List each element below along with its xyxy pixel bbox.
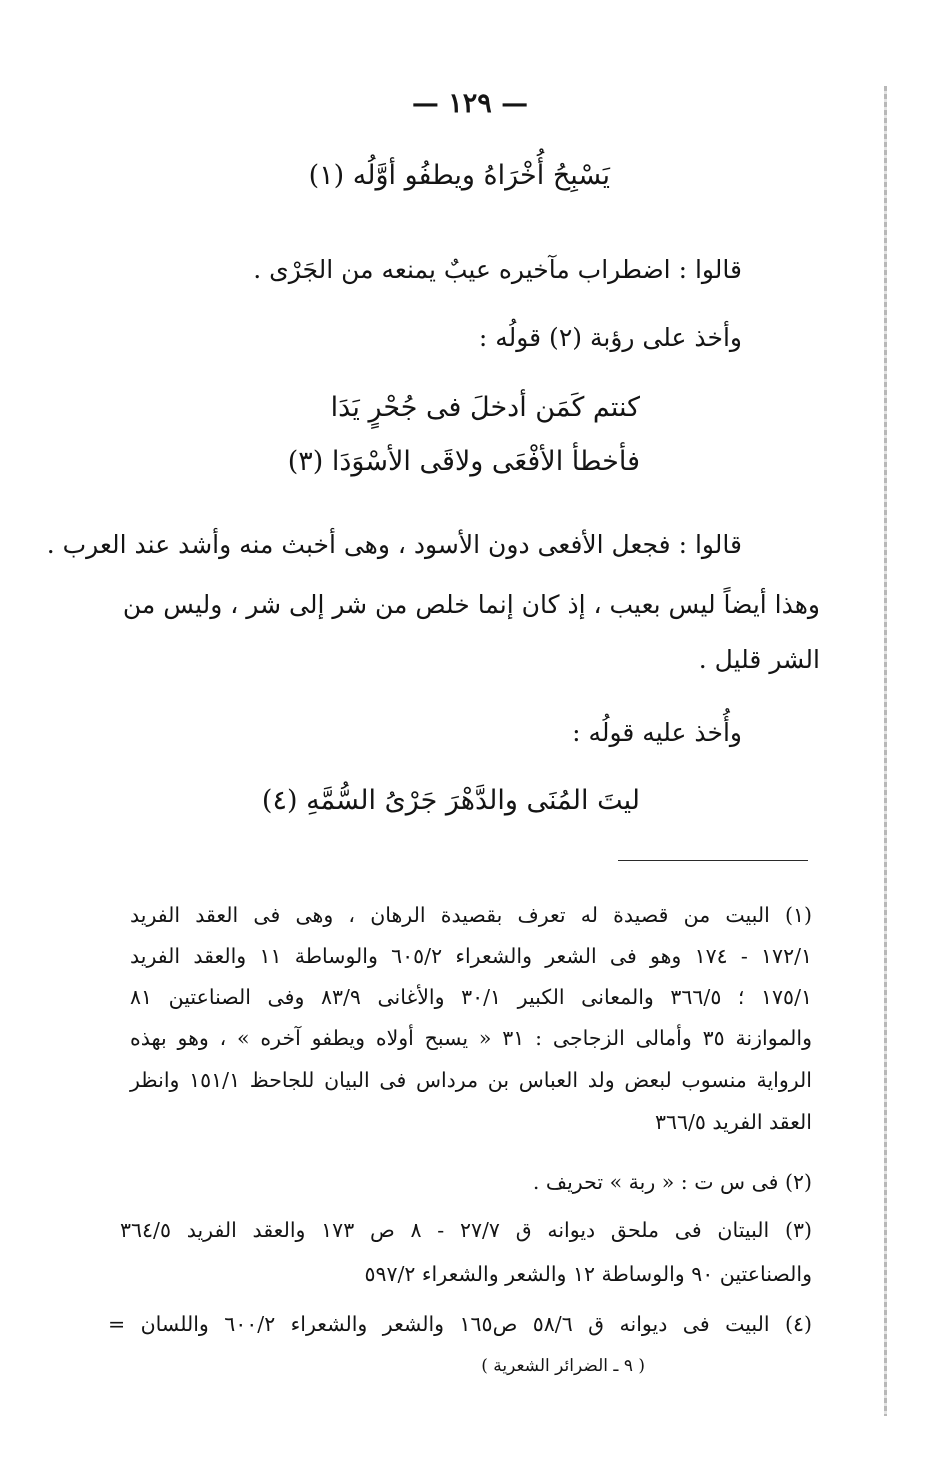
verse-2-line-2: فأخطأ الأفْعَى ولاقَى الأسْوَدَا (٣) [287, 446, 640, 477]
footnote-1-line-1: (١) البيت من قصيدة له تعرف بقصيدة الرهان ، وهى فى العقد الفريد [130, 903, 812, 927]
verse-3: ليتَ المُنَى والدَّهْرَ جَرْىُ السُّمَّهِ (٤) [261, 785, 640, 816]
footnote-1-line-5: الرواية منسوب لبعض ولد العباس بن مرداس فى البيان للجاحظ ١٥١/١ وانظر [130, 1068, 813, 1092]
footnote-separator [618, 860, 808, 861]
footnote-1-line-4: والموازنة ٣٥ وأمالى الزجاجى : ٣١ « يسبح أولاه ويطفو آخره » ، وهو بهذه [130, 1026, 813, 1050]
paragraph-2: وأخذ على رؤبة (٢) قولُه : [478, 323, 742, 352]
verse-2-line-1: كنتم كَمَن أدخلَ فى جُحْرٍ يَدَا [330, 392, 640, 423]
page-number: — ١٢٩ — [411, 88, 529, 119]
footnote-1-line-2: ١٧٢/١ - ١٧٤ وهو فى الشعر والشعراء ٦٠٥/٢ والوساطة ١١ والعقد الفريد [130, 944, 812, 968]
paragraph-3-line-2: وهذا أيضاً ليس بعيب ، إذ كان إنما خلص من شر إلى شر ، وليس من [122, 590, 820, 619]
paragraph-3-line-1: قالوا : فجعل الأفعى دون الأسود ، وهى أخبث منه وأشد عند العرب . [46, 530, 742, 559]
footnote-1-line-6: العقد الفريد ٣٦٦/٥ [654, 1110, 812, 1134]
footnote-4: (٤) البيت فى ديوانه ق ٥٨/٦ ص١٦٥ والشعر والشعراء ٦٠٠/٢ واللسان = [108, 1312, 812, 1336]
binding-edge [884, 86, 887, 1416]
footnote-3-line-2: والصناعتين ٩٠ والوساطة ١٢ والشعر والشعراء ٥٩٧/٢ [364, 1262, 812, 1286]
verse-1: يَسْبِحُ أُخْرَاهُ ويطفُو أوَّلُه (١) [308, 160, 610, 191]
footnote-3-line-1: (٣) البيتان فى ملحق ديوانه ق ٢٧/٧ - ٨ ص ١٧٣ والعقد الفريد ٣٦٤/٥ [120, 1218, 812, 1242]
paragraph-3-line-3: الشر قليل . [698, 645, 820, 674]
paragraph-4: وأُخذ عليه قولُه : [572, 718, 742, 747]
footnote-1-line-3: ١٧٥/١ ؛ ٣٦٦/٥ والمعانى الكبير ٣٠/١ والأغانى ٨٣/٩ وفى الصناعتين ٨١ [130, 985, 812, 1009]
paragraph-1: قالوا : اضطراب مآخيره عيبٌ يمنعه من الجَرْى . [253, 255, 742, 284]
footnote-2: (٢) فى س ت : « ربة » تحريف . [532, 1170, 812, 1194]
signature-mark: ( ٩ ـ الضرائر الشعرية ) [481, 1356, 645, 1376]
